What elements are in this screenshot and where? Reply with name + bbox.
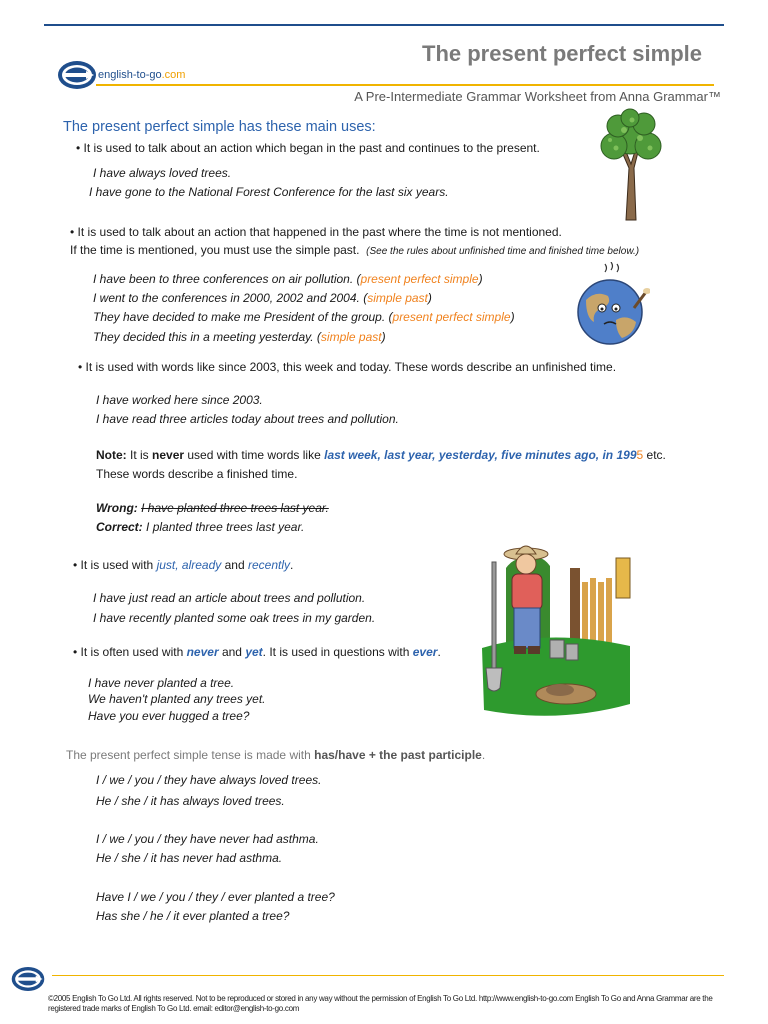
top-rule (44, 24, 724, 26)
wrong-example: Wrong: I have planted three trees last year. (96, 501, 329, 515)
use-3: • It is used with words like since 2003, this week and today. These words describe an unfinished time. (78, 360, 617, 374)
use-2: • It is used to talk about an action that happened in the past where the time is not mentioned. (70, 225, 562, 239)
example-line: I have worked here since 2003. (96, 393, 263, 407)
example-line: I have never planted a tree. (88, 676, 235, 690)
example-line: I have recently planted some oak trees in my garden. (93, 611, 376, 625)
example-line: I went to the conferences in 2000, 2002 and 2004. (simple past) (93, 291, 432, 305)
gardener-illustration (478, 528, 634, 718)
footer-rule (52, 975, 724, 976)
use-2-rule: If the time is mentioned, you must use the simple past. (See the rules about unfinished time and finished time below.) (70, 243, 640, 257)
example-line: Have I / we / you / they / ever planted a tree? (96, 890, 335, 904)
footer-copyright: ©2005 English To Go Ltd. All rights reserved. Not to be reproduced or stored in any way without the permission of English To Go Ltd. http://www.english-to-go.com English To Go and Anna Grammar are the registered trade marks of English To Go Ltd. email: editor@english-to-go.com (48, 994, 713, 1013)
note-line-2: These words describe a finished time. (96, 467, 298, 481)
page-subtitle: A Pre-Intermediate Grammar Worksheet from Anna Grammar™ (354, 89, 721, 104)
example-line: I / we / you / they have always loved trees. (96, 773, 322, 787)
example-line: They have decided to make me President of the group. (present perfect simple) (93, 310, 515, 324)
example-line: I have been to three conferences on air pollution. (present perfect simple) (93, 272, 483, 286)
example-line: I have gone to the National Forest Conference for the last six years. (89, 185, 449, 199)
page-title: The present perfect simple (422, 41, 702, 66)
example-line: I have always loved trees. (93, 166, 232, 180)
example-line: I have read three articles today about trees and pollution. (96, 412, 399, 426)
example-line: Has she / he / it ever planted a tree? (96, 909, 290, 923)
header-rule (96, 84, 714, 86)
example-line: He / she / it has always loved trees. (96, 794, 285, 808)
logo-text[interactable]: english-to-go.com (98, 69, 186, 81)
correct-example: Correct: I planted three trees last year. (96, 520, 305, 534)
example-line: We haven't planted any trees yet. (88, 692, 266, 706)
example-line: He / she / it has never had asthma. (96, 851, 283, 865)
example-line: I have just read an article about trees and pollution. (93, 591, 366, 605)
example-line: They decided this in a meeting yesterday. (simple past) (93, 330, 386, 344)
tree-illustration (596, 108, 666, 222)
section-heading: The present perfect simple has these main uses: (63, 119, 376, 135)
earth-illustration (572, 262, 650, 348)
use-4: • It is used with just, already and recently. (73, 558, 294, 572)
example-line: I / we / you / they have never had asthma. (96, 832, 319, 846)
formation-intro: The present perfect simple tense is made with has/have + the past participle. (66, 748, 486, 762)
footer-logo-globe-icon (10, 964, 46, 994)
use-5: • It is often used with never and yet. It is used in questions with ever. (73, 645, 441, 659)
logo-globe-icon (56, 58, 98, 92)
example-line: Have you ever hugged a tree? (88, 709, 250, 723)
note-line: Note: It is never used with time words like last week, last year, yesterday, five minutes ago, in 1995 etc. (96, 448, 666, 462)
use-1: • It is used to talk about an action which began in the past and continues to the present. (76, 141, 540, 155)
